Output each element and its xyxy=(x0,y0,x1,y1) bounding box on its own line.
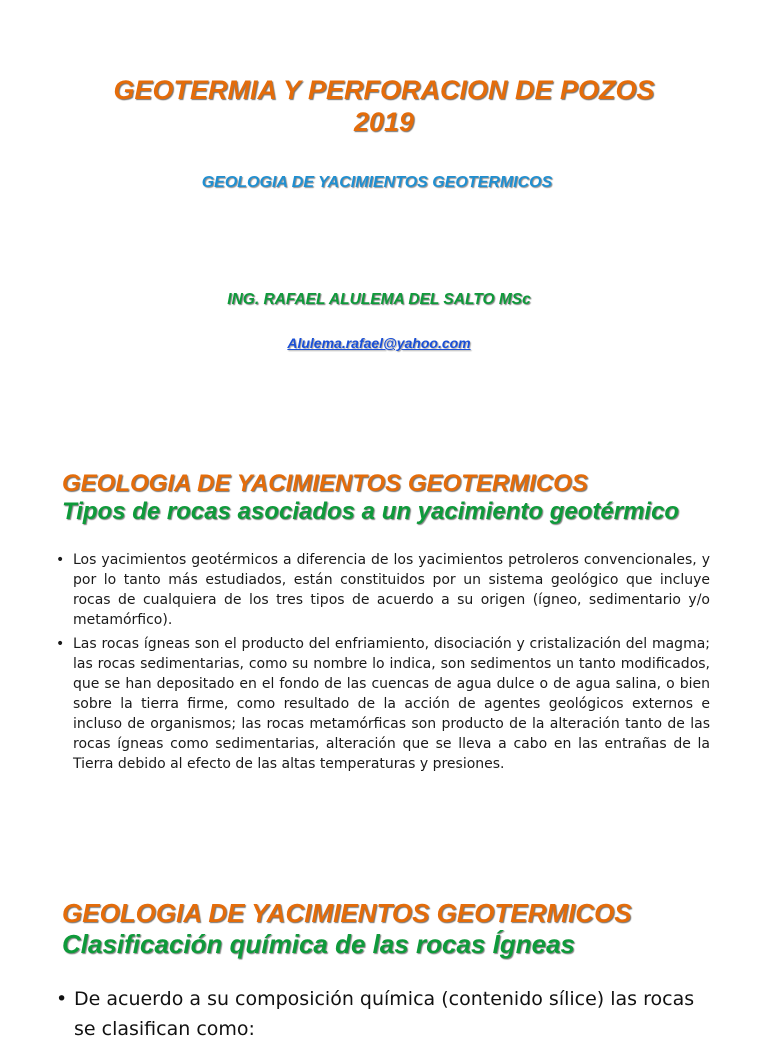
slide-heading xyxy=(62,898,752,960)
bullet-text: Las rocas ígneas son el producto del enfriamiento, disociación y cristalización del magma; las rocas sedimentarias, como su nombre lo indica, son sedimentos un tanto modificados, que se han depositado en el fondo de las cuencas de agua dulce o de agua salina, o bien sobre la tierra firme, como resultado de la acción de agentes geológicos externos e incluso de organismos; las rocas metamórficas son producto de la alteración tanto de las rocas ígneas como sedimentarias, alteración que se lleva a cabo en las entrañas de la Tierra debido al efecto de las altas temperaturas y presiones. xyxy=(73,636,710,772)
bullet-text: De acuerdo a su composición química (contenido sílice) las rocas se clasifican como: xyxy=(74,988,695,1040)
bullet-icon: • xyxy=(56,552,65,568)
presentation-title xyxy=(0,74,768,138)
bullet-text: Los yacimientos geotérmicos a diferencia de los yacimientos petroleros convencionales, y por lo tanto más estudiados, están constituidos por un sistema geológico que incluye rocas de cualquiera de los tres tipos de acuerdo a su origen (ígneo, sedimentario y/o metamórfico). xyxy=(73,552,710,628)
author-email-link[interactable]: Alulema.rafael@yahoo.com xyxy=(287,335,471,351)
list-item xyxy=(56,984,710,1044)
igneous-classification-slide xyxy=(0,864,768,1040)
bullet-list xyxy=(56,550,710,778)
rock-types-slide xyxy=(0,432,768,864)
bullet-icon: • xyxy=(56,636,65,652)
heading-subtitle: Tipos de rocas asociados a un yacimiento geotérmico xyxy=(62,498,680,525)
bullet-icon: • xyxy=(56,988,68,1010)
slide-heading xyxy=(62,470,752,526)
list-item xyxy=(56,550,710,630)
heading-title: GEOLOGIA DE YACIMIENTOS GEOTERMICOS xyxy=(62,470,588,497)
heading-title: GEOLOGIA DE YACIMIENTOS GEOTERMICOS xyxy=(62,898,632,928)
title-line-1: GEOTERMIA Y PERFORACION DE POZOS xyxy=(113,75,655,105)
presentation-subtitle: GEOLOGIA DE YACIMIENTOS GEOTERMICOS xyxy=(201,174,553,191)
title-slide xyxy=(0,0,768,432)
author-name: ING. RAFAEL ALULEMA DEL SALTO MSc xyxy=(227,291,531,308)
heading-subtitle: Clasificación química de las rocas Ígneas xyxy=(62,929,575,959)
title-line-2: 2019 xyxy=(353,107,415,137)
list-item xyxy=(56,634,710,774)
bullet-list xyxy=(56,984,710,1044)
